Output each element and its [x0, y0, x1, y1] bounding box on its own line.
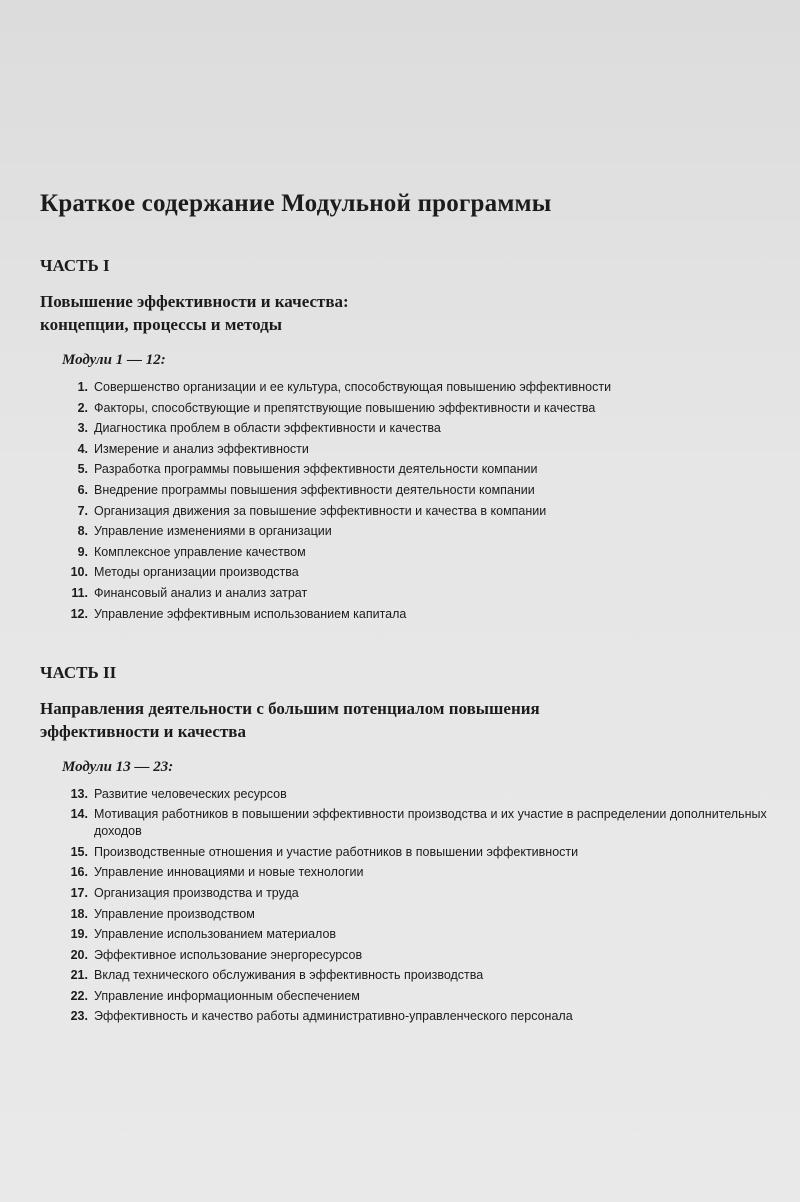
part-2-modules-label: Модули 13 — 23: [62, 758, 174, 775]
module-list-item [62, 926, 780, 943]
module-list-item [62, 786, 780, 803]
module-title: Эффективное использование энергоресурсов [94, 947, 363, 962]
module-list-item [62, 564, 780, 581]
module-number: 22. [70, 988, 88, 1003]
module-number: 9. [77, 544, 88, 559]
module-title: Производственные отношения и участие работников в повышении эффективности [94, 844, 579, 859]
module-number: 4. [77, 441, 88, 456]
module-list-item [62, 864, 780, 881]
part-1-modules-label: Модули 1 — 12: [62, 352, 166, 368]
module-list-item [62, 585, 780, 602]
module-list-item [62, 503, 780, 520]
part-2-label: ЧАСТЬ II [40, 662, 117, 682]
module-title: Методы организации производства [94, 565, 299, 580]
module-number: 5. [77, 462, 88, 477]
module-title: Финансовый анализ и анализ затрат [94, 585, 308, 600]
module-title: Управление эффективным использованием капитала [94, 606, 407, 621]
module-number: 10. [70, 565, 88, 580]
module-title: Мотивация работников в повышении эффективности производства и их участие в распределении дополнительных доходов [94, 807, 767, 839]
module-title: Управление инновациями и новые технологии [94, 865, 364, 880]
part-2-subtitle-line-1: Направления деятельности с большим потенциалом повышения [40, 698, 540, 718]
page-title: Краткое содержание Модульной программы [40, 190, 552, 217]
module-number: 23. [70, 1009, 88, 1024]
module-list-item [62, 806, 780, 840]
part-1-subtitle-line-1: Повышение эффективности и качества: [40, 292, 349, 311]
module-number: 19. [70, 927, 88, 942]
module-title: Управление производством [94, 906, 255, 921]
module-list-item [62, 1008, 780, 1025]
module-number: 8. [77, 524, 88, 539]
part-1-section [40, 256, 780, 623]
module-number: 11. [71, 585, 88, 600]
module-number: 18. [70, 906, 88, 921]
module-list-item [62, 461, 780, 478]
part-1-subtitle [40, 290, 780, 336]
module-number: 2. [77, 400, 88, 415]
module-number: 20. [70, 947, 88, 962]
module-list-item [62, 988, 780, 1005]
module-title: Организация движения за повышение эффективности и качества в компании [94, 503, 547, 518]
module-list-item [62, 420, 780, 437]
module-list-item [62, 844, 780, 861]
module-list-item [62, 482, 780, 499]
module-list-item [62, 379, 780, 396]
part-2-section [40, 663, 780, 1026]
module-number: 1. [77, 380, 88, 394]
module-list-item [62, 947, 780, 964]
module-list-item [62, 906, 780, 923]
module-number: 15. [70, 844, 88, 859]
part-1-label: ЧАСТЬ I [40, 256, 110, 275]
module-list-item [62, 967, 780, 984]
module-list-item [62, 441, 780, 458]
module-title: Организация производства и труда [94, 885, 299, 900]
module-title: Развитие человеческих ресурсов [94, 786, 287, 801]
module-number: 6. [77, 482, 88, 497]
module-list-item [62, 544, 780, 561]
module-number: 16. [70, 865, 88, 880]
module-title: Вклад технического обслуживания в эффективность производства [94, 968, 484, 983]
module-title: Диагностика проблем в области эффективности и качества [94, 421, 441, 436]
part-1-module-list [40, 379, 780, 623]
module-number: 3. [77, 421, 88, 436]
module-title: Совершенство организации и ее культура, способствующая повышению эффективности [94, 380, 612, 394]
page-content [40, 190, 780, 1029]
part-2-subtitle-line-2: эффективности и качества [40, 721, 246, 741]
part-1-subtitle-line-2: концепции, процессы и методы [40, 315, 282, 334]
module-number: 12. [70, 606, 88, 621]
part-2-module-list [40, 786, 780, 1026]
module-title: Эффективность и качество работы административно-управленческого персонала [94, 1009, 573, 1024]
module-title: Разработка программы повышения эффективности деятельности компании [94, 462, 538, 477]
module-number: 17. [70, 885, 88, 900]
module-title: Факторы, способствующие и препятствующие повышению эффективности и качества [94, 400, 596, 415]
part-2-subtitle [40, 697, 780, 743]
module-list-item [62, 606, 780, 623]
module-number: 14. [70, 807, 88, 822]
module-title: Измерение и анализ эффективности [94, 441, 309, 456]
module-title: Управление изменениями в организации [94, 524, 332, 539]
module-list-item [62, 885, 780, 902]
module-number: 7. [77, 503, 88, 518]
module-title: Внедрение программы повышения эффективности деятельности компании [94, 482, 535, 497]
module-title: Управление использованием материалов [94, 927, 337, 942]
module-list-item [62, 400, 780, 417]
module-title: Управление информационным обеспечением [94, 988, 360, 1003]
module-title: Комплексное управление качеством [94, 544, 306, 559]
module-list-item [62, 523, 780, 540]
module-number: 21. [70, 968, 88, 983]
module-number: 13. [70, 786, 88, 801]
